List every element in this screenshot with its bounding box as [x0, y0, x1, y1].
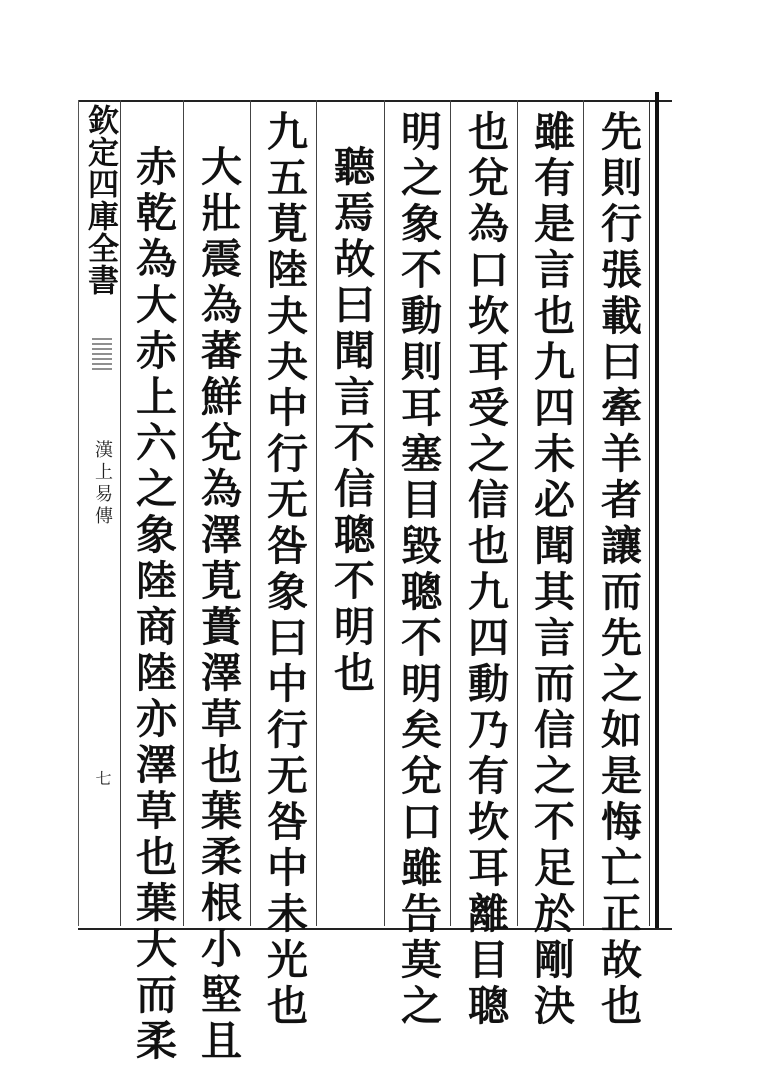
frame-right-outer-rule [655, 92, 659, 928]
column-rule [250, 100, 251, 926]
column-rule [450, 100, 451, 926]
frame-right-inner-rule [649, 100, 650, 926]
column-rule [183, 100, 184, 926]
text-column-4: 明之象不動則耳塞目毀聰不明矣兌口雖告莫之 [394, 110, 442, 1030]
text-column-8: 赤乾為大赤上六之象陸商陸亦澤草也葉大而柔 [129, 145, 177, 1065]
column-rule [316, 100, 317, 926]
column-rule [120, 100, 121, 926]
text-column-6: 九五莧陸夬夬中行无咎象曰中行无咎中未光也 [260, 110, 308, 1030]
text-column-2: 雖有是言也九四未必聞其言而信之不足於剛決 [527, 110, 575, 1030]
fish-tail-mark [92, 336, 112, 370]
column-rule [384, 100, 385, 926]
text-column-5: 聽焉故曰聞言不信聰不明也 [327, 145, 375, 697]
section-title: 漢上易傳 [92, 440, 113, 528]
text-column-3: 也兌為口坎耳受之信也九四動乃有坎耳離目聰 [461, 110, 509, 1030]
book-title: 欽定四庫全書 [82, 104, 118, 296]
column-rule [517, 100, 518, 926]
text-column-7: 大壯震為蕃鮮兌為澤莧蕢澤草也葉柔根小堅且 [194, 145, 242, 1065]
text-column-1: 先則行張載曰牽羊者讓而先之如是悔亡正故也 [594, 110, 642, 1030]
column-rule [583, 100, 584, 926]
frame-left-rule [78, 100, 79, 926]
page-number: 七 [93, 770, 112, 786]
